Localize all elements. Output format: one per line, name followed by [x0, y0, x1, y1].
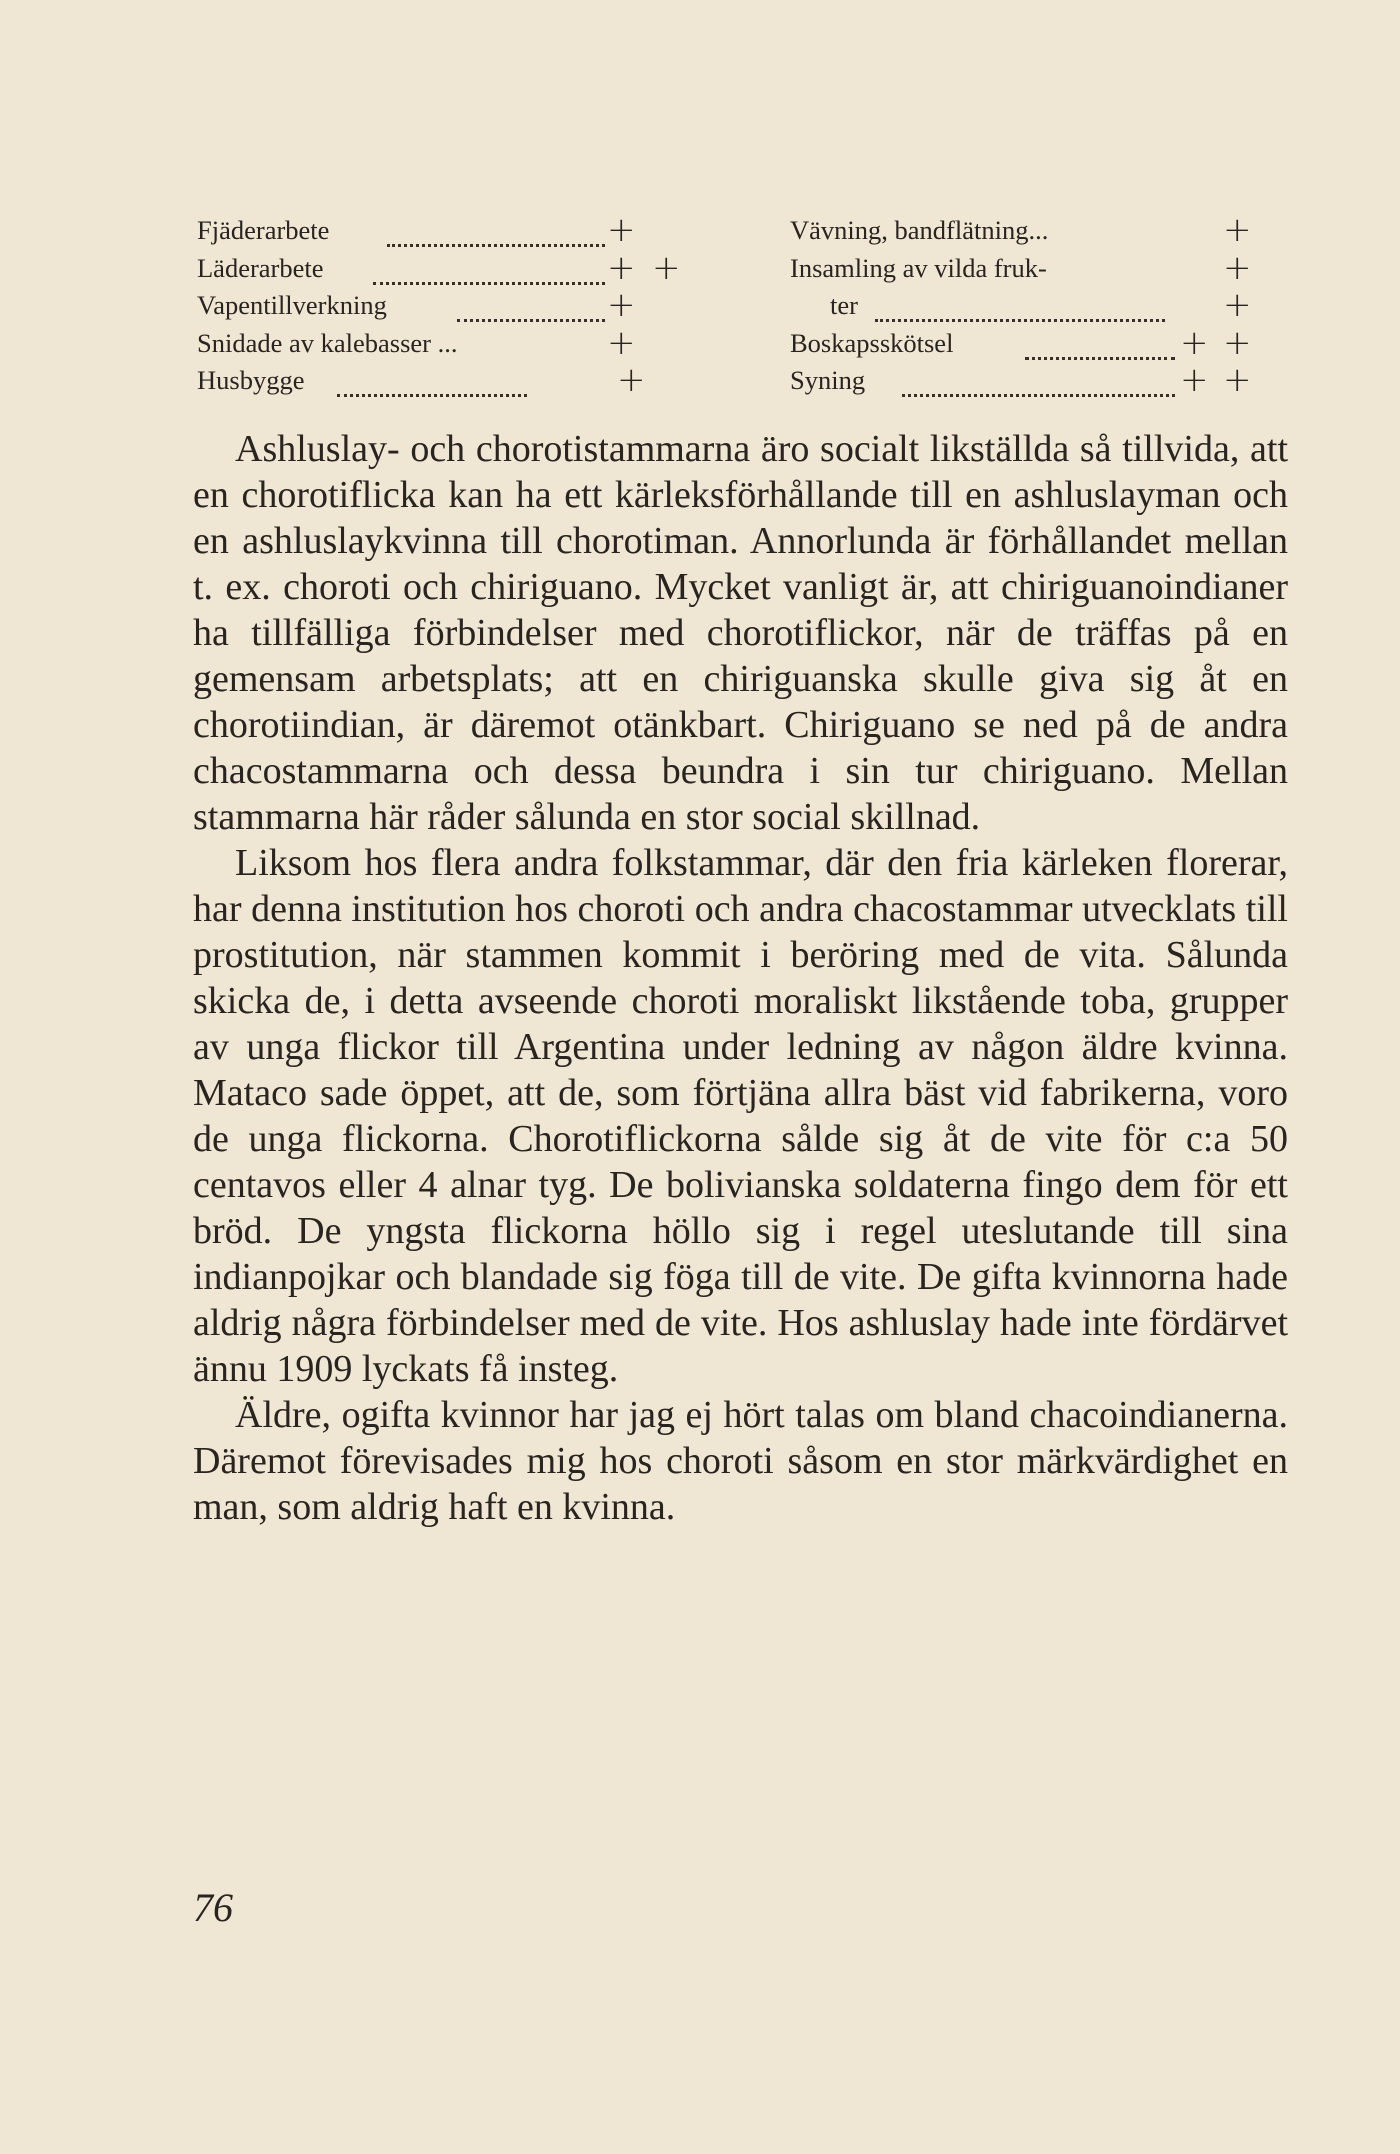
- row-label: ter: [830, 290, 858, 320]
- craft-table-right-column: [790, 212, 1400, 400]
- paragraph: Liksom hos flera andra folkstammar, där den fria kärleken florerar, har denna institution hos choroti och andra chacostammar utvecklats till prostitution, när stammen kommit i beröring med de vita. Sålunda skicka de, i detta avseende choroti moraliskt likstående toba, grupper av unga flickor till Argentina under ledning av någon äldre kvinna. Mataco sade öppet, att de, som förtjäna allra bäst vid fabrikerna, voro de unga flickorna. Chorotiflickorna sålde sig åt de vite för c:a 50 centavos eller 4 alnar tyg. De bolivianska soldaterna fingo dem för ett bröd. De yngsta flickorna höllo sig i regel uteslutande till sina indianpojkar och blandade sig föga till de vite. De gifta kvinnorna hade aldrig några förbindelser med de vite. Hos ashluslay hade inte fördärvet ännu 1909 lyckats få insteg.: [193, 842, 1288, 1390]
- paragraph: Ashluslay- och chorotistammarna äro socialt likställda så tillvida, att en chorotiflicka kan ha ett kärleksförhållande till en ashluslayman och en ashluslaykvinna till chorotiman. Annorlunda är förhållandet mellan t. ex. choroti och chiriguano. Mycket vanligt är, att chiriguanoindianer ha tillfälliga förbindelser med chorotiflickor, när de träffas på en gemensam arbetsplats; att en chiriguanska skulle giva sig åt en chorotiindian, är däremot otänkbart. Chiriguano se ned på de andra chacostammarna och dessa beundra i sin tur chiriguano. Mellan stammarna här råder sålunda en stor social skillnad.: [193, 428, 1288, 838]
- row-label: Syning: [790, 365, 866, 395]
- mark-first: +: [607, 322, 636, 363]
- row-label: Insamling av vilda fruk-: [790, 252, 1047, 283]
- row-label: Snidade av kalebasser ...: [197, 327, 458, 358]
- mark-second: +: [1223, 247, 1252, 288]
- leader-dots: [902, 374, 1175, 397]
- craft-table-left-column: [197, 210, 681, 400]
- mark-second: +: [652, 247, 681, 288]
- table-row: [197, 287, 657, 325]
- mark-first: +: [1180, 322, 1209, 363]
- mark-second: +: [1223, 210, 1252, 250]
- table-row: [790, 322, 1400, 363]
- page-number: 76: [193, 1885, 233, 1930]
- mark-first: +: [607, 210, 636, 250]
- table-row: [197, 212, 657, 250]
- leader-dots: [337, 374, 527, 397]
- mark-first: +: [1180, 360, 1209, 400]
- table-row: [790, 212, 1400, 250]
- mark-second: +: [1223, 285, 1252, 325]
- row-label: Vävning, bandflätning...: [790, 215, 1049, 245]
- mark-second: +: [617, 360, 646, 400]
- table-row: [790, 362, 1400, 400]
- row-label: Husbygge: [197, 365, 305, 395]
- mark-second: +: [1223, 322, 1252, 363]
- row-label: Fjäderarbete: [197, 215, 330, 245]
- table-row: [790, 287, 1400, 325]
- leader-dots: [457, 299, 605, 322]
- mark-second: +: [1223, 360, 1252, 400]
- paragraph: Äldre, ogifta kvinnor har jag ej hört talas om bland chacoindianerna. Däremot förevisades mig hos choroti såsom en stor märkvärdighet en man, som aldrig haft en kvinna.: [193, 1394, 1288, 1528]
- leader-dots: [875, 299, 1165, 322]
- leader-dots: [387, 224, 605, 247]
- mark-first: +: [607, 285, 636, 325]
- row-label: Läderarbete: [197, 252, 324, 283]
- leader-dots: [1025, 337, 1175, 360]
- row-label: Vapentillverkning: [197, 290, 387, 320]
- body-text: [193, 426, 1288, 1530]
- table-row: [790, 247, 1400, 288]
- mark-first: +: [607, 247, 636, 288]
- leader-dots: [373, 262, 605, 285]
- table-row: [197, 247, 681, 288]
- table-row: [197, 362, 657, 400]
- row-label: Boskapsskötsel: [790, 327, 954, 358]
- table-row: [197, 322, 657, 363]
